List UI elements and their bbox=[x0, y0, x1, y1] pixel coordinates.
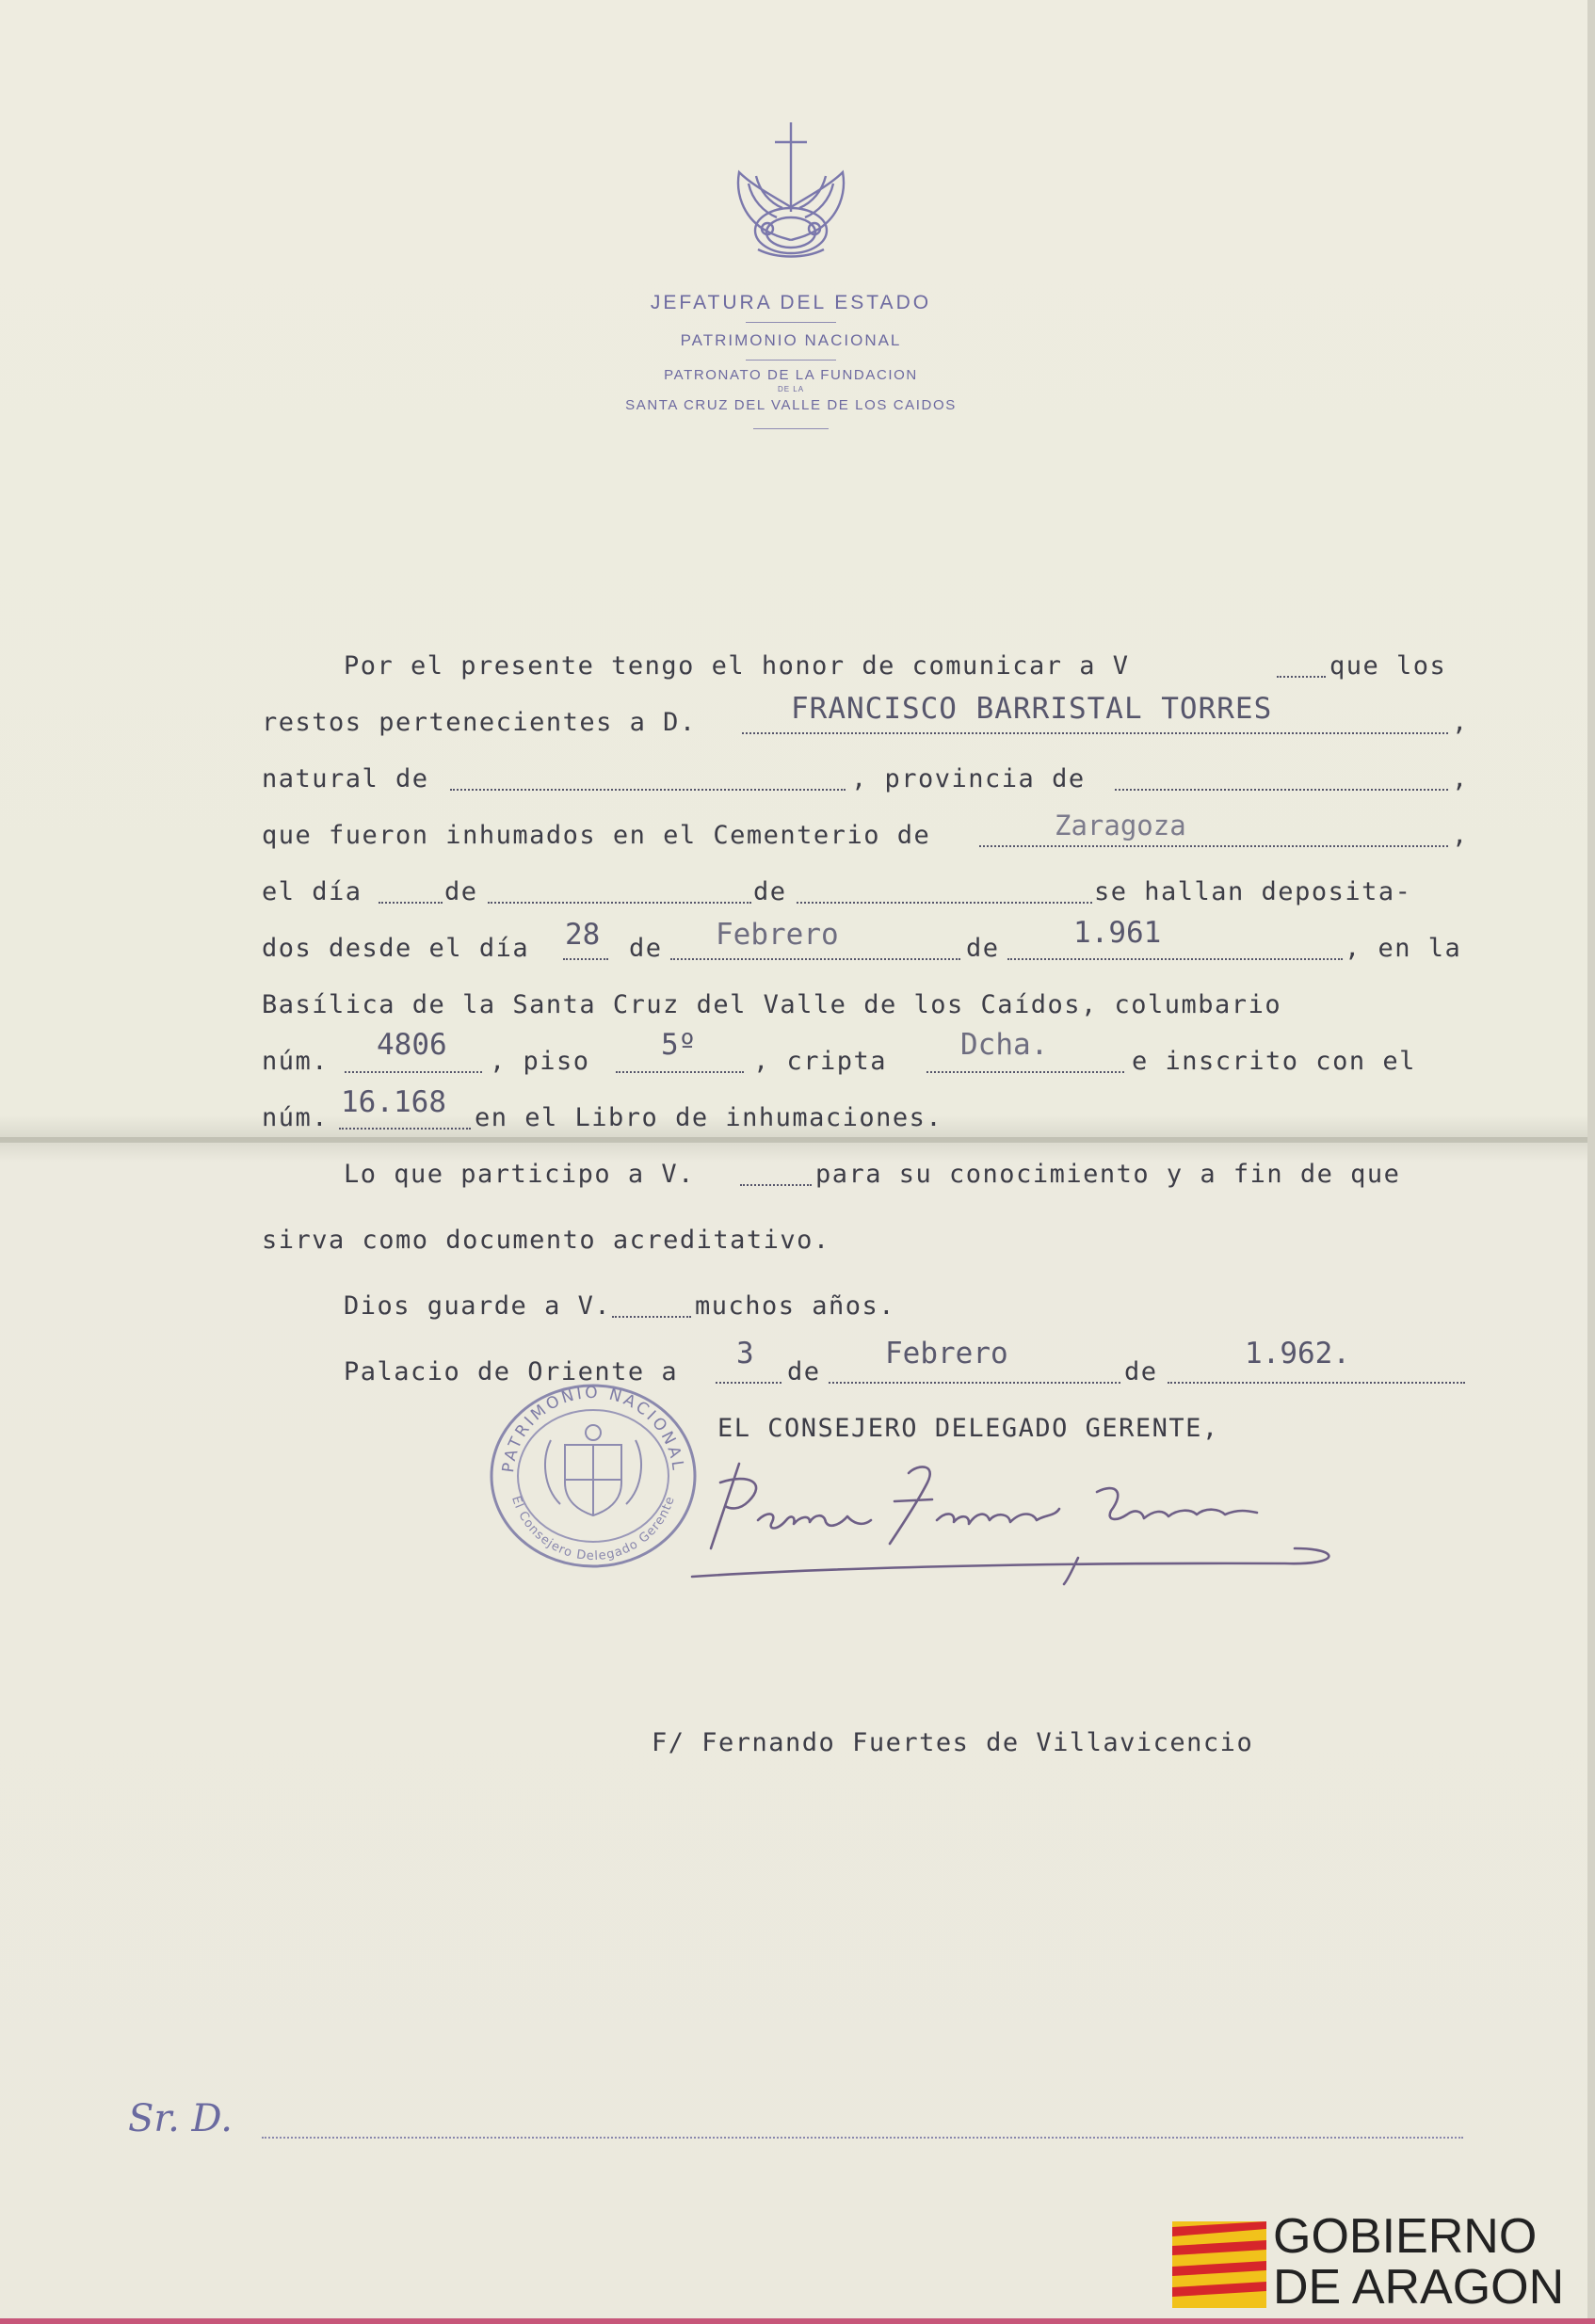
body-text: , piso bbox=[490, 1047, 590, 1076]
body-text: Basílica de la Santa Cruz del Valle de los Caídos, columbario bbox=[262, 990, 1282, 1019]
letterhead-line4: DE LA bbox=[777, 385, 805, 393]
body-text: , en la bbox=[1345, 934, 1462, 963]
letterhead-subtitle: PATRIMONIO NACIONAL bbox=[680, 331, 902, 349]
paper-edge bbox=[1587, 0, 1595, 2324]
blank-line bbox=[716, 1382, 781, 1384]
cripta-side: Dcha. bbox=[960, 1028, 1049, 1062]
body-text: para su conocimiento y a fin de que bbox=[815, 1160, 1401, 1189]
body-text: , cripta bbox=[753, 1047, 888, 1076]
aragon-flag-icon bbox=[1172, 2221, 1266, 2308]
body-text: Palacio de Oriente a bbox=[344, 1357, 679, 1386]
blank-line bbox=[742, 732, 1448, 734]
letterhead-rule bbox=[753, 428, 829, 429]
cross-emblem-icon bbox=[711, 118, 871, 278]
letter-day: 3 bbox=[736, 1337, 754, 1370]
blank-line bbox=[345, 1071, 482, 1073]
letter-month: Febrero bbox=[885, 1337, 1008, 1370]
deceased-name: FRANCISCO BARRISTAL TORRES bbox=[791, 692, 1273, 726]
body-text: restos pertenecientes a D. bbox=[262, 708, 697, 737]
letterhead-rule bbox=[746, 360, 836, 361]
blank-line bbox=[563, 958, 608, 960]
logo-line-2: DE ARAGON bbox=[1273, 2260, 1565, 2315]
columbario-number: 4806 bbox=[377, 1028, 447, 1062]
body-text: de bbox=[444, 877, 478, 906]
body-text: de bbox=[1124, 1357, 1158, 1386]
paper-fold bbox=[0, 1137, 1595, 1143]
stamp-text-bottom: El Consejero Delegado Gerente bbox=[508, 1494, 678, 1564]
logo-line-1: GOBIERNO bbox=[1273, 2209, 1538, 2264]
stamp-text-top: PATRIMONIO NACIONAL bbox=[499, 1383, 687, 1474]
body-text: de bbox=[753, 877, 787, 906]
piso-number: 5º bbox=[661, 1028, 697, 1062]
paper-bottom-edge bbox=[0, 2318, 1595, 2324]
blank-line bbox=[1007, 958, 1343, 960]
body-text: natural de bbox=[262, 764, 429, 793]
body-text: , provincia de bbox=[851, 764, 1086, 793]
letter-year: 1.962. bbox=[1245, 1337, 1350, 1370]
blank-line bbox=[616, 1071, 744, 1073]
body-text: Dios guarde a V. bbox=[344, 1291, 612, 1321]
blank-line bbox=[488, 902, 751, 904]
signatory-title: EL CONSEJERO DELEGADO GERENTE, bbox=[717, 1414, 1219, 1443]
letterhead-title: JEFATURA DEL ESTADO bbox=[650, 292, 932, 313]
body-text: de bbox=[966, 934, 1000, 963]
comma: , bbox=[1452, 708, 1469, 737]
body-text: Lo que participo a V. bbox=[344, 1160, 695, 1189]
blank-line bbox=[829, 1382, 1120, 1384]
blank-line bbox=[979, 845, 1448, 847]
blank-line bbox=[1277, 676, 1326, 678]
blank-line bbox=[797, 902, 1092, 904]
body-text: que fueron inhumados en el Cementerio de bbox=[262, 821, 931, 850]
body-text: núm. bbox=[262, 1047, 330, 1076]
recipient-label: Sr. D. bbox=[128, 2097, 233, 2140]
body-text: dos desde el día bbox=[262, 934, 530, 963]
blank-line bbox=[1168, 1382, 1465, 1384]
letterhead-rule bbox=[746, 322, 836, 323]
blank-line bbox=[740, 1184, 812, 1186]
body-text: de bbox=[629, 934, 663, 963]
recipient-line bbox=[262, 2137, 1463, 2139]
blank-line bbox=[612, 1316, 691, 1318]
blank-line bbox=[339, 1128, 471, 1130]
blank-line bbox=[670, 958, 960, 960]
comma: , bbox=[1452, 764, 1469, 793]
body-text: núm. bbox=[262, 1103, 330, 1132]
deposit-year: 1.961 bbox=[1073, 916, 1162, 950]
body-text: sirva como documento acreditativo. bbox=[262, 1226, 830, 1255]
blank-line bbox=[1115, 789, 1448, 791]
typed-signatory-name: F/ Fernando Fuertes de Villavicencio bbox=[652, 1728, 1254, 1757]
blank-line bbox=[926, 1071, 1124, 1073]
deposit-day: 28 bbox=[565, 918, 601, 952]
body-text: que los bbox=[1329, 651, 1447, 681]
body-text: e inscrito con el bbox=[1132, 1047, 1416, 1076]
registry-number: 16.168 bbox=[341, 1085, 446, 1119]
body-text: el día bbox=[262, 877, 362, 906]
comma: , bbox=[1452, 821, 1469, 850]
blank-line bbox=[379, 902, 443, 904]
letterhead-line3: PATRONATO DE LA FUNDACION bbox=[664, 367, 918, 383]
blank-line bbox=[450, 789, 846, 791]
handwritten-signature bbox=[683, 1454, 1361, 1586]
letterhead-line5: SANTA CRUZ DEL VALLE DE LOS CAIDOS bbox=[625, 397, 957, 413]
body-text: Por el presente tengo el honor de comunicar a V bbox=[344, 651, 1130, 681]
body-text: muchos años. bbox=[695, 1291, 896, 1321]
cemetery-name: Zaragoza bbox=[1055, 809, 1186, 841]
body-text: en el Libro de inhumaciones. bbox=[475, 1103, 943, 1132]
official-stamp-icon bbox=[485, 1374, 701, 1572]
body-text: se hallan deposita- bbox=[1094, 877, 1412, 906]
deposit-month: Febrero bbox=[716, 918, 839, 952]
body-text: de bbox=[787, 1357, 821, 1386]
